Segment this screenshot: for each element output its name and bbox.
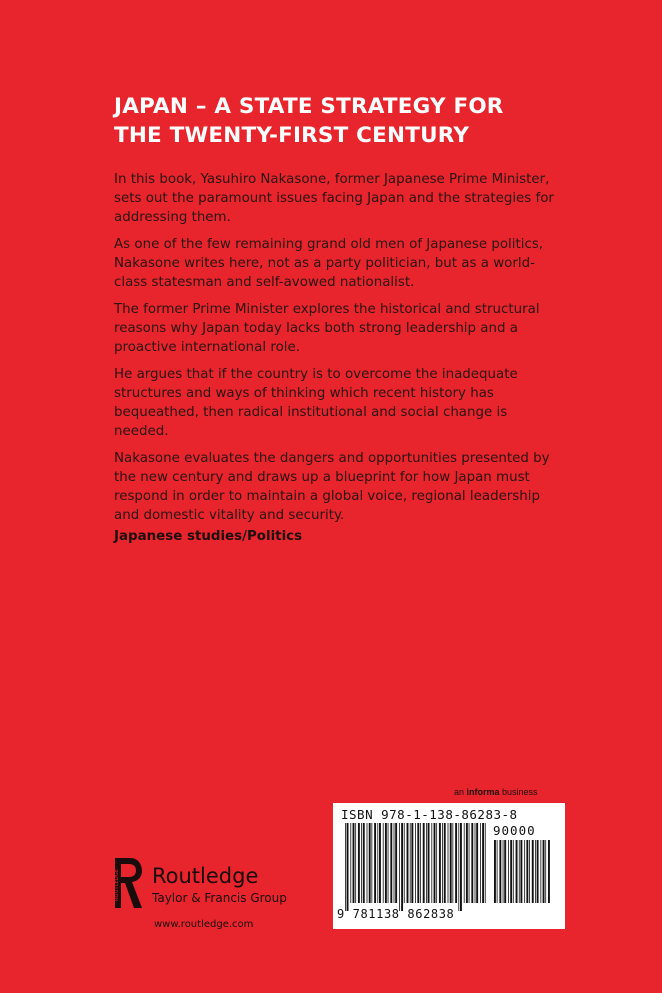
publisher-group: Taylor & Francis Group xyxy=(152,891,287,905)
barcode-bar xyxy=(510,840,512,903)
barcode-bar xyxy=(401,823,403,911)
barcode-bar xyxy=(353,823,355,903)
barcode-bar xyxy=(482,823,484,903)
barcode-bar xyxy=(385,823,387,903)
isbn-barcode xyxy=(333,803,565,929)
barcode-bar xyxy=(529,840,530,903)
barcode-bar xyxy=(548,840,550,903)
barcode-bar xyxy=(415,823,416,903)
barcode-bar xyxy=(532,840,534,903)
barcode-bar xyxy=(442,823,443,903)
barcode-bar xyxy=(355,823,356,903)
blurb-paragraph: Nakasone evaluates the dangers and opportunities presented by the new century and draws up a blueprint for how Japan must respond in order to maintain a global voice, regional leadership and domestic vitality and security. xyxy=(114,451,550,523)
barcode-bar xyxy=(434,823,436,903)
barcode-addon-bars xyxy=(494,840,552,911)
barcode-bar xyxy=(436,823,437,903)
publisher-url: www.routledge.com xyxy=(154,919,254,930)
logo-vertical-text: ROUTLEDGE xyxy=(113,868,120,902)
barcode-bar xyxy=(458,823,459,911)
barcode-bar xyxy=(431,823,432,903)
barcode-bar xyxy=(444,823,446,903)
informa-suffix: business xyxy=(499,787,538,797)
price-code: 90000 xyxy=(493,823,536,838)
barcode-bar xyxy=(367,823,368,903)
barcode-bar xyxy=(420,823,421,903)
barcode-bar xyxy=(411,823,413,903)
subject-category: Japanese studies/Politics xyxy=(114,529,303,544)
barcode-bar xyxy=(350,823,351,903)
barcode-bar xyxy=(426,823,427,903)
barcode-bar xyxy=(417,823,419,903)
barcode-bar xyxy=(535,840,536,903)
barcode-bar xyxy=(540,840,541,903)
barcode-bar xyxy=(358,823,360,903)
barcode-bar xyxy=(466,823,468,903)
title-line: THE TWENTY-FIRST CENTURY xyxy=(114,123,470,148)
barcode-bar xyxy=(345,823,346,911)
barcode-bar xyxy=(404,823,405,903)
barcode-bar xyxy=(369,823,371,903)
barcode-bar xyxy=(388,823,389,903)
barcode-bar xyxy=(537,840,539,903)
barcode-bar xyxy=(395,823,397,903)
barcode-bar xyxy=(363,823,365,903)
title-line: JAPAN – A STATE STRATEGY FOR xyxy=(114,94,504,119)
barcode-bar xyxy=(519,840,520,903)
barcode-bar xyxy=(497,840,498,903)
barcode-bar xyxy=(469,823,470,903)
barcode-bar xyxy=(399,823,400,911)
barcode-bar xyxy=(504,840,506,903)
publisher-name: Routledge xyxy=(152,864,259,888)
barcode-bar xyxy=(374,823,376,903)
barcode-bar xyxy=(485,823,486,903)
barcode-bar xyxy=(347,823,349,911)
barcode-bar xyxy=(455,823,457,903)
barcode-bar xyxy=(452,823,453,903)
barcode-bar xyxy=(377,823,378,903)
blurb xyxy=(114,170,564,533)
barcode-bars xyxy=(345,823,487,911)
barcode-bar xyxy=(476,823,478,903)
barcode-bar xyxy=(520,840,522,903)
barcode-bar xyxy=(428,823,430,903)
barcode-bar xyxy=(543,840,545,903)
barcode-bar xyxy=(410,823,411,903)
barcode-bar xyxy=(371,823,372,903)
barcode-bar xyxy=(503,840,504,903)
ean-digits: 9 781138 862838 xyxy=(337,907,455,921)
barcode-bar xyxy=(448,823,449,903)
barcode-bar xyxy=(379,823,381,903)
barcode-bar xyxy=(450,823,452,903)
isbn-label: ISBN 978-1-138-86283-8 xyxy=(341,807,518,822)
barcode-bar xyxy=(361,823,362,903)
barcode-bar xyxy=(526,840,528,903)
barcode-bar xyxy=(508,840,509,903)
barcode-bar xyxy=(524,840,525,903)
blurb-paragraph: The former Prime Minister explores the historical and structural reasons why Japan today lacks both strong leadership and a proactive international role. xyxy=(114,302,540,355)
barcode-bar xyxy=(460,823,462,911)
informa-prefix: an xyxy=(454,787,467,797)
informa-tagline xyxy=(454,787,538,798)
barcode-bar xyxy=(516,840,518,903)
barcode-bar xyxy=(464,823,465,903)
barcode-bar xyxy=(471,823,473,903)
blurb-paragraph: As one of the few remaining grand old men of Japanese politics, Nakasone writes here, not as a party politician, but as a world-class statesman and self-avowed nationalist. xyxy=(114,237,544,290)
book-title xyxy=(114,92,584,150)
barcode-bar xyxy=(480,823,481,903)
barcode-bar xyxy=(439,823,441,903)
barcode-bar xyxy=(390,823,392,903)
barcode-bar xyxy=(383,823,384,903)
blurb-paragraph: In this book, Yasuhiro Nakasone, former Japanese Prime Minister, sets out the paramount issues facing Japan and the strategies for addressing them. xyxy=(114,172,554,225)
blurb-paragraph: He argues that if the country is to overcome the inadequate structures and ways of thinking which recent history has bequeathed, then radical institutional and social change is needed. xyxy=(114,367,518,439)
routledge-logo-icon xyxy=(112,855,144,911)
barcode-bar xyxy=(394,823,395,903)
barcode-bar xyxy=(423,823,425,903)
barcode-bar xyxy=(499,840,501,903)
barcode-bar xyxy=(407,823,409,903)
informa-brand: informa xyxy=(466,787,500,797)
barcode-bar xyxy=(513,840,514,903)
barcode-bar xyxy=(475,823,476,903)
barcode-bar xyxy=(494,840,496,903)
barcode-bar xyxy=(545,840,546,903)
